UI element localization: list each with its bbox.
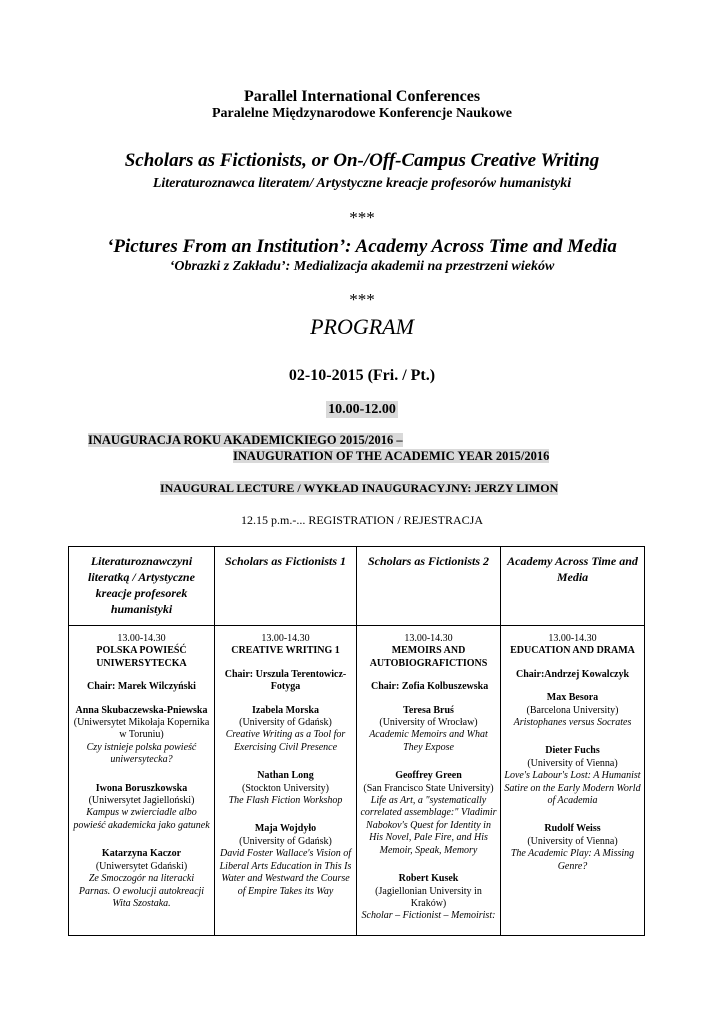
- talk-title: David Foster Wallace's Vision of Liberal Arts Education in This Is Water and Westward the Course of Empire Takes its Way: [219, 848, 352, 897]
- session-chair: Chair: Marek Wilczyński: [87, 681, 196, 693]
- talk-title-play: Love's Labour's Lost: [504, 770, 588, 782]
- session-chair: Chair: Zofia Kolbuszewska: [371, 681, 489, 693]
- talk-title: The Flash Fiction Workshop: [228, 795, 343, 807]
- conference1-subtitle: Literaturoznawca literatem/ Artystyczne kreacje profesorów humanistyki: [152, 176, 572, 191]
- talk-title-rest: : A Humanist Satire on the Early Modern World of Academia: [504, 770, 641, 807]
- speaker-name: Katarzyna Kaczor: [101, 848, 182, 860]
- speaker-affiliation: (University of Wrocław): [379, 717, 478, 729]
- program-heading: PROGRAM: [310, 314, 414, 339]
- session-time: 13.00-14.30: [548, 633, 597, 644]
- inauguration-label-1: INAUGURACJA ROKU AKADEMICKIEGO 2015/2016 –: [88, 433, 403, 447]
- conference1-title: Scholars as Fictionists, or On-/Off-Campus Creative Writing: [124, 150, 600, 171]
- talk-title: Kampus w zwierciadle albo powieść akademicka jako gatunek: [73, 807, 210, 831]
- speaker-name: Geoffrey Green: [395, 770, 462, 782]
- column-header-academy: Academy Across Time and Media: [501, 547, 645, 626]
- session-time: 13.00-14.30: [261, 633, 310, 644]
- speaker-name: Iwona Boruszkowska: [95, 782, 188, 794]
- talk-title: Aristophanes versus Socrates: [513, 717, 632, 729]
- speaker-affiliation: (Jagiellonian University in Kraków): [375, 885, 482, 909]
- speaker-name: Dieter Fuchs: [545, 745, 600, 757]
- inauguration-line-2: [233, 449, 549, 464]
- conference-title: Parallel International Conferences: [243, 88, 481, 105]
- inaugural-lecture-label: INAUGURAL LECTURE / WYKŁAD INAUGURACYJNY: JERZY LIMON: [160, 481, 559, 495]
- session-cell-education: [501, 626, 645, 936]
- column-header-literaturoznawczyni: Literaturoznawczyni literatką / Artystyczne kreacje profesorek humanistyki: [69, 547, 215, 626]
- speaker-affiliation: (Stockton University): [242, 782, 329, 794]
- table-header-row: [69, 547, 645, 626]
- time-slot: [0, 402, 724, 418]
- inaugural-lecture: [160, 481, 558, 496]
- separator: ***: [349, 290, 375, 309]
- inauguration-line-1: [88, 433, 403, 448]
- column-header-scholars-2: Scholars as Fictionists 2: [357, 547, 501, 626]
- conference2-subtitle: ‘Obrazki z Zakładu’: Medializacja akademii na przestrzeni wieków: [169, 259, 555, 274]
- speaker-affiliation: (University of Vienna): [527, 757, 618, 769]
- session-title: MEMOIRS AND AUTOBIOGRAFICTIONS: [369, 645, 488, 669]
- speaker-affiliation: (San Francisco State University): [363, 782, 494, 794]
- talk-title: Scholar – Fictionist – Memoirist:: [361, 910, 496, 922]
- talk-title: Creative Writing as a Tool for Exercising Civil Presence: [225, 729, 346, 753]
- talk-title: The Academic Play: A Missing Genre?: [510, 848, 635, 872]
- speaker-name: Anna Skubaczewska-Pniewska: [75, 704, 208, 716]
- conference2-title: ‘Pictures From an Institution’: Academy Across Time and Media: [107, 236, 617, 257]
- table-row: [69, 626, 645, 936]
- speaker-name: Izabela Morska: [252, 704, 319, 716]
- speaker-name: Max Besora: [546, 692, 599, 704]
- speaker-affiliation: (University of Gdańsk): [239, 717, 332, 729]
- speaker-name: Teresa Bruś: [403, 704, 454, 716]
- session-title: EDUCATION AND DRAMA: [510, 645, 635, 657]
- program-date: 02-10-2015 (Fri. / Pt.): [288, 367, 436, 384]
- conference-title-polish: Paralelne Międzynarodowe Konferencje Naukowe: [211, 106, 513, 121]
- speaker-affiliation: (Uniwersytet Mikołaja Kopernika w Toruniu): [73, 717, 210, 741]
- program-table: [68, 546, 645, 936]
- speaker-affiliation: (University of Vienna): [527, 835, 618, 847]
- speaker-name: Robert Kusek: [398, 873, 459, 885]
- session-chair: Chair:Andrzej Kowalczyk: [515, 668, 630, 680]
- session-chair: Chair: Urszula Terentowicz-Fotyga: [224, 668, 347, 693]
- speaker-name: Nathan Long: [257, 770, 314, 782]
- talk-title: Czy istnieje polska powieść uniwersytecka?: [86, 741, 197, 766]
- session-cell-creative-writing: [215, 626, 357, 936]
- inauguration-label-2: INAUGURATION OF THE ACADEMIC YEAR 2015/2016: [233, 449, 550, 463]
- session-cell-memoirs: [357, 626, 501, 936]
- speaker-affiliation: (Uniwersytet Jagielloński): [88, 795, 195, 807]
- speaker-affiliation: (Uniwersytet Gdański): [95, 860, 188, 872]
- registration-line: 12.15 p.m.-... REGISTRATION / REJESTRACJA: [240, 513, 483, 527]
- talk-title: Academic Memoirs and What They Expose: [369, 729, 488, 753]
- column-header-scholars-1: Scholars as Fictionists 1: [215, 547, 357, 626]
- separator: ***: [349, 208, 375, 227]
- session-cell-polska: [69, 626, 215, 936]
- time-slot-label: 10.00-12.00: [328, 402, 396, 417]
- speaker-name: Maja Wojdyło: [254, 823, 317, 835]
- session-time: 13.00-14.30: [404, 633, 453, 644]
- talk-title: Life as Art, a "systematically correlated assemblage:" Vladimir Nabokov's Quest for Identity in His Novel, Pale Fire, and His Memoir, Speak, Memory: [360, 795, 497, 856]
- session-title: CREATIVE WRITING 1: [231, 645, 340, 657]
- speaker-affiliation: (Barcelona University): [526, 704, 619, 716]
- talk-title: [504, 770, 641, 807]
- session-title: POLSKA POWIEŚĆ UNIWERSYTECKA: [96, 645, 187, 669]
- session-time: 13.00-14.30: [117, 633, 166, 644]
- speaker-affiliation: (University of Gdańsk): [239, 835, 332, 847]
- speaker-name: Rudolf Weiss: [544, 823, 601, 835]
- talk-title: Ze Smoczogór na literacki Parnas. O ewolucji autokreacji Wita Szostaka.: [78, 873, 205, 909]
